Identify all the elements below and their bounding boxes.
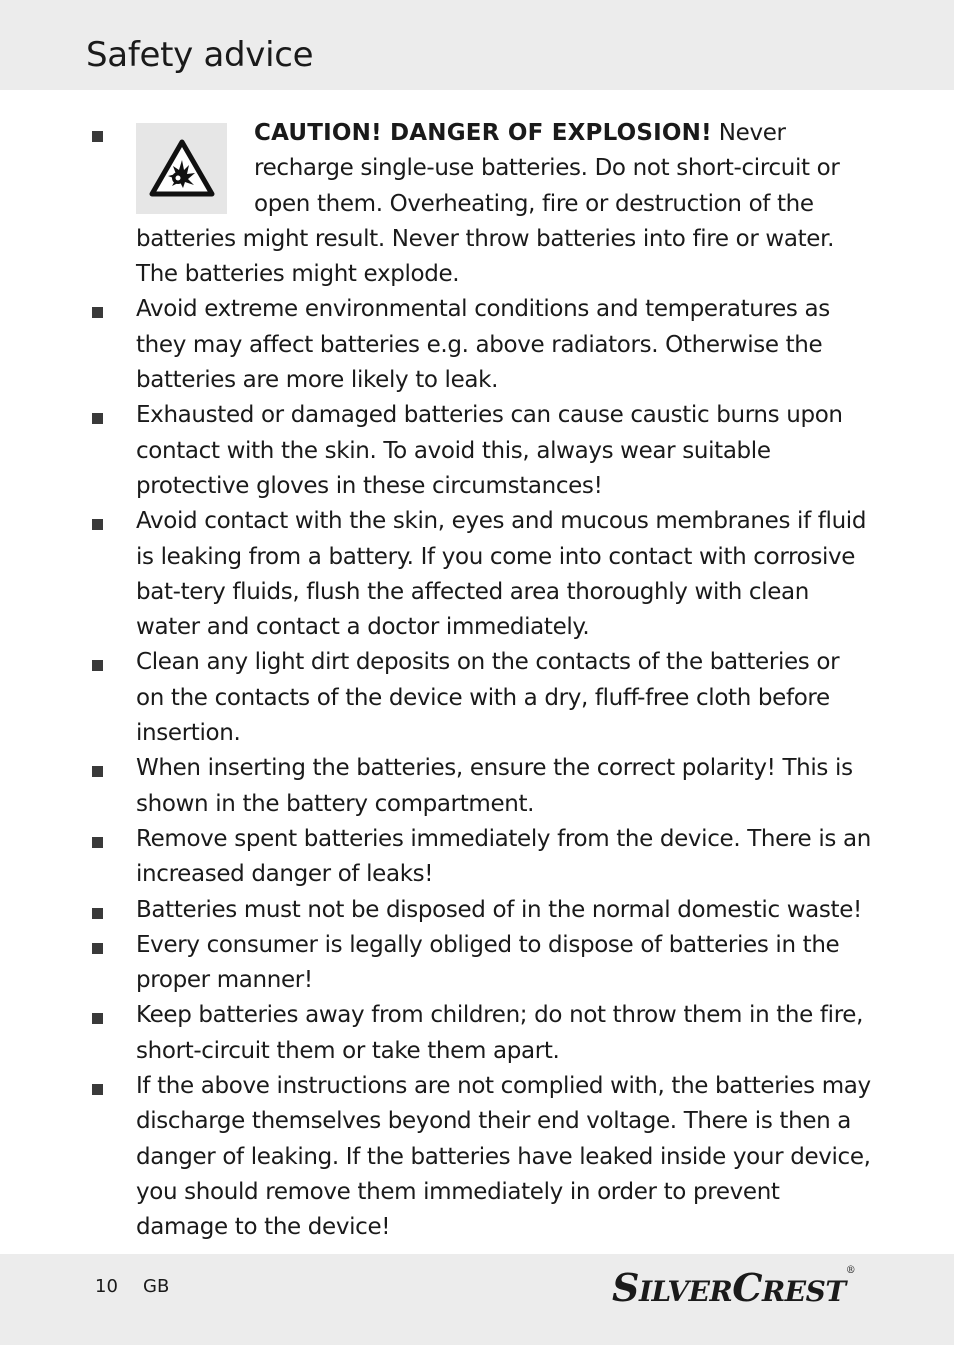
list-item xyxy=(0,751,871,822)
bullet-square-icon xyxy=(92,307,103,318)
list-item xyxy=(0,1069,871,1245)
item-text: Never recharge single-use batteries. Do not short-circuit or open them. Overheating, fire or destruction of the batteries might result. Never throw batteries into fire or water. The batteries might explode. xyxy=(136,120,840,288)
item-text: Avoid contact with the skin, eyes and mucous membranes if fluid is leaking from a battery. If you come into contact with corrosive bat-tery fluids, flush the affected area thoroughly with clean water and contact a doctor immediately. xyxy=(136,508,867,641)
bullet-square-icon xyxy=(92,766,103,777)
item-text: Remove spent batteries immediately from the device. There is an increased danger of leaks! xyxy=(136,825,871,888)
list-item xyxy=(0,398,871,504)
list-item xyxy=(0,928,871,999)
item-text: Every consumer is legally obliged to dispose of batteries in the proper manner! xyxy=(136,931,840,994)
list-item xyxy=(0,822,871,893)
bullet-square-icon xyxy=(92,908,103,919)
list-item xyxy=(0,292,871,398)
caution-heading: CAUTION! DANGER OF EXPLOSION! xyxy=(254,120,712,146)
page-number: 10 xyxy=(95,1276,118,1297)
item-text: When inserting the batteries, ensure the correct polarity! This is shown in the battery compartment. xyxy=(136,755,853,817)
bullet-square-icon xyxy=(92,413,103,424)
bullet-square-icon xyxy=(92,1013,103,1024)
bullet-square-icon xyxy=(92,131,103,142)
language-code: GB xyxy=(143,1276,170,1297)
list-item xyxy=(0,116,871,292)
bullet-square-icon xyxy=(92,519,103,530)
page-title: Safety advice xyxy=(86,35,314,75)
list-item xyxy=(0,645,871,751)
item-text: If the above instructions are not complied with, the batteries may discharge themselves beyond their end voltage. There is then a danger of leaking. If the batteries have leaked inside your device, you should remove them immediately in order to prevent damage to the device! xyxy=(136,1073,871,1241)
silvercrest-logo: SILVERCREST® xyxy=(612,1265,856,1310)
list-item xyxy=(0,504,871,645)
safety-list xyxy=(0,116,954,1246)
bullet-square-icon xyxy=(92,943,103,954)
item-text: Batteries must not be disposed of in the normal domestic waste! xyxy=(136,896,862,923)
list-item xyxy=(0,893,871,928)
list-item xyxy=(0,998,871,1069)
item-text: Keep batteries away from children; do not throw them in the fire, short-circuit them or take them apart. xyxy=(136,1002,864,1064)
item-text: Exhausted or damaged batteries can cause caustic burns upon contact with the skin. To avoid this, always wear suitable protective gloves in these circumstances! xyxy=(136,402,843,499)
explosion-hazard-icon xyxy=(136,123,227,214)
item-text: Clean any light dirt deposits on the contacts of the batteries or on the contacts of the device with a dry, fluff-free cloth before insertion. xyxy=(136,649,840,747)
bullet-square-icon xyxy=(92,660,103,671)
bullet-square-icon xyxy=(92,1084,103,1095)
bullet-square-icon xyxy=(92,837,103,848)
item-text: Avoid extreme environmental conditions and temperatures as they may affect batteries e.g. above radiators. Otherwise the batteries are more likely to leak. xyxy=(136,296,830,394)
